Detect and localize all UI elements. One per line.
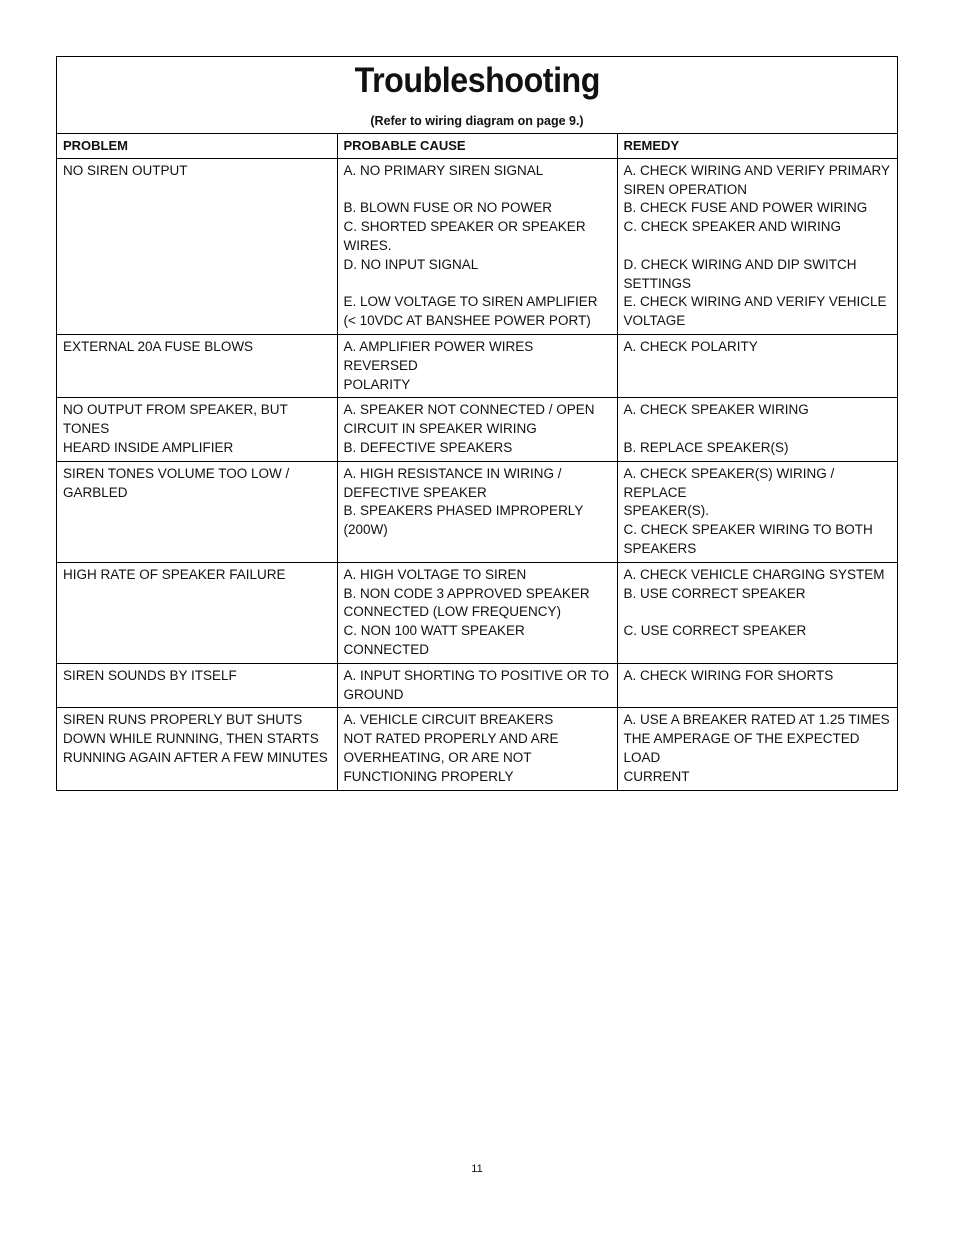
cause-cell [337, 334, 617, 397]
cell-line: B. DEFECTIVE SPEAKERS [343, 439, 513, 455]
cell-line: SPEAKER(S). [623, 503, 710, 519]
table-row [57, 708, 897, 790]
cell-line: C. NON 100 WATT SPEAKER CONNECTED [343, 623, 529, 657]
cell-line: CURRENT [623, 768, 690, 784]
problem-cell [57, 708, 337, 790]
remedy-cell [617, 461, 897, 562]
cause-cell [337, 158, 617, 334]
cell-line: A. CHECK SPEAKER(S) WIRING / REPLACE [623, 465, 839, 500]
cell-line: CONNECTED (LOW FREQUENCY) [343, 604, 562, 620]
cell-line: B. SPEAKERS PHASED IMPROPERLY [343, 503, 584, 519]
remedy-cell [617, 663, 897, 708]
table-row [57, 398, 897, 461]
troubleshooting-table [57, 134, 897, 790]
problem-cell [57, 334, 337, 397]
cell-line: A. VEHICLE CIRCUIT BREAKERS [343, 712, 554, 728]
cell-line: A. HIGH VOLTAGE TO SIREN [343, 566, 527, 582]
cell-line: NOT RATED PROPERLY AND ARE [343, 731, 559, 747]
cell-line: A. CHECK POLARITY [623, 338, 758, 354]
cell-line [344, 181, 611, 200]
cell-line: RUNNING AGAIN AFTER A FEW MINUTES [63, 749, 328, 765]
cell-line: C. SHORTED SPEAKER OR SPEAKER [343, 219, 586, 235]
remedy-cell [617, 708, 897, 790]
cell-line: SIREN SOUNDS BY ITSELF [63, 667, 237, 683]
cell-line: HIGH RATE OF SPEAKER FAILURE [63, 566, 286, 582]
cell-line: DEFECTIVE SPEAKER [343, 484, 487, 500]
cell-line: A. INPUT SHORTING TO POSITIVE OR TO [343, 667, 610, 683]
cell-line: SIREN RUNS PROPERLY BUT SHUTS [63, 712, 303, 728]
cell-line: (200W) [343, 522, 388, 538]
problem-cell [57, 158, 337, 334]
cell-line: SPEAKERS [623, 540, 697, 556]
cell-line [624, 603, 892, 622]
problem-cell [57, 562, 337, 663]
cell-line: C. USE CORRECT SPEAKER [623, 623, 807, 639]
cell-line: NO OUTPUT FROM SPEAKER, BUT TONES [63, 402, 292, 437]
remedy-cell [617, 334, 897, 397]
cause-cell [337, 398, 617, 461]
cell-line: HEARD INSIDE AMPLIFIER [63, 439, 234, 455]
cell-line: DOWN WHILE RUNNING, THEN STARTS [63, 731, 319, 747]
table-row [57, 663, 897, 708]
remedy-cell [617, 398, 897, 461]
cell-line: E. CHECK WIRING AND VERIFY VEHICLE [623, 294, 887, 310]
cell-line [624, 237, 892, 256]
cell-line: NO SIREN OUTPUT [63, 162, 188, 178]
cell-line: D. NO INPUT SIGNAL [343, 256, 479, 272]
table-header-row [57, 134, 897, 158]
cell-line: SIREN OPERATION [623, 181, 748, 197]
problem-cell [57, 461, 337, 562]
page-subtitle: (Refer to wiring diagram on page 9.) [370, 114, 584, 128]
cell-line: POLARITY [343, 376, 411, 392]
cell-line: WIRES. [343, 237, 392, 253]
cell-line: EXTERNAL 20A FUSE BLOWS [63, 338, 254, 354]
cell-line: C. CHECK SPEAKER WIRING TO BOTH [623, 522, 873, 538]
title-block [57, 57, 897, 134]
cell-line: A. CHECK VEHICLE CHARGING SYSTEM [623, 566, 885, 582]
cell-line: A. SPEAKER NOT CONNECTED / OPEN [343, 402, 595, 418]
cell-line: A. CHECK WIRING FOR SHORTS [623, 667, 834, 683]
table-body [57, 158, 897, 789]
troubleshooting-table-frame [56, 56, 898, 791]
cell-line: B. NON CODE 3 APPROVED SPEAKER [343, 585, 590, 601]
cell-line: B. REPLACE SPEAKER(S) [623, 439, 789, 455]
header-remedy: REMEDY [617, 134, 897, 158]
cell-line: (< 10VDC AT BANSHEE POWER PORT) [343, 313, 591, 329]
cell-line: A. HIGH RESISTANCE IN WIRING / [343, 465, 562, 481]
cell-line [344, 275, 611, 294]
cell-line: B. BLOWN FUSE OR NO POWER [343, 200, 553, 216]
cell-line: GROUND [343, 686, 404, 702]
cell-line: A. CHECK WIRING AND VERIFY PRIMARY [623, 162, 891, 178]
table-row [57, 461, 897, 562]
problem-cell [57, 663, 337, 708]
page-number: 11 [471, 1163, 483, 1175]
header-problem: PROBLEM [57, 134, 337, 158]
remedy-cell [617, 158, 897, 334]
cause-cell [337, 562, 617, 663]
cause-cell [337, 461, 617, 562]
problem-cell [57, 398, 337, 461]
cell-line: SIREN TONES VOLUME TOO LOW / [63, 465, 290, 481]
cell-line: A. AMPLIFIER POWER WIRES REVERSED [343, 338, 538, 373]
cell-line: C. CHECK SPEAKER AND WIRING [623, 219, 842, 235]
cell-line: SETTINGS [623, 275, 692, 291]
cell-line: VOLTAGE [623, 313, 686, 329]
cell-line: GARBLED [63, 484, 128, 500]
page-title: Troubleshooting [354, 61, 600, 100]
table-row [57, 158, 897, 334]
cause-cell [337, 663, 617, 708]
cell-line: CIRCUIT IN SPEAKER WIRING [343, 421, 537, 437]
cell-line: E. LOW VOLTAGE TO SIREN AMPLIFIER [343, 294, 598, 310]
table-row [57, 334, 897, 397]
cell-line: A. USE A BREAKER RATED AT 1.25 TIMES [623, 712, 890, 728]
header-probable-cause: PROBABLE CAUSE [337, 134, 617, 158]
cell-line: THE AMPERAGE OF THE EXPECTED LOAD [623, 731, 864, 765]
cell-line: D. CHECK WIRING AND DIP SWITCH [623, 256, 857, 272]
cell-line: FUNCTIONING PROPERLY [343, 768, 514, 784]
cell-line [624, 420, 892, 439]
cell-line: B. USE CORRECT SPEAKER [623, 585, 806, 601]
cell-line: A. NO PRIMARY SIREN SIGNAL [343, 162, 544, 178]
remedy-cell [617, 562, 897, 663]
table-row [57, 562, 897, 663]
cause-cell [337, 708, 617, 790]
cell-line: A. CHECK SPEAKER WIRING [623, 402, 809, 418]
cell-line: B. CHECK FUSE AND POWER WIRING [623, 200, 868, 216]
cell-line: OVERHEATING, OR ARE NOT [343, 749, 532, 765]
